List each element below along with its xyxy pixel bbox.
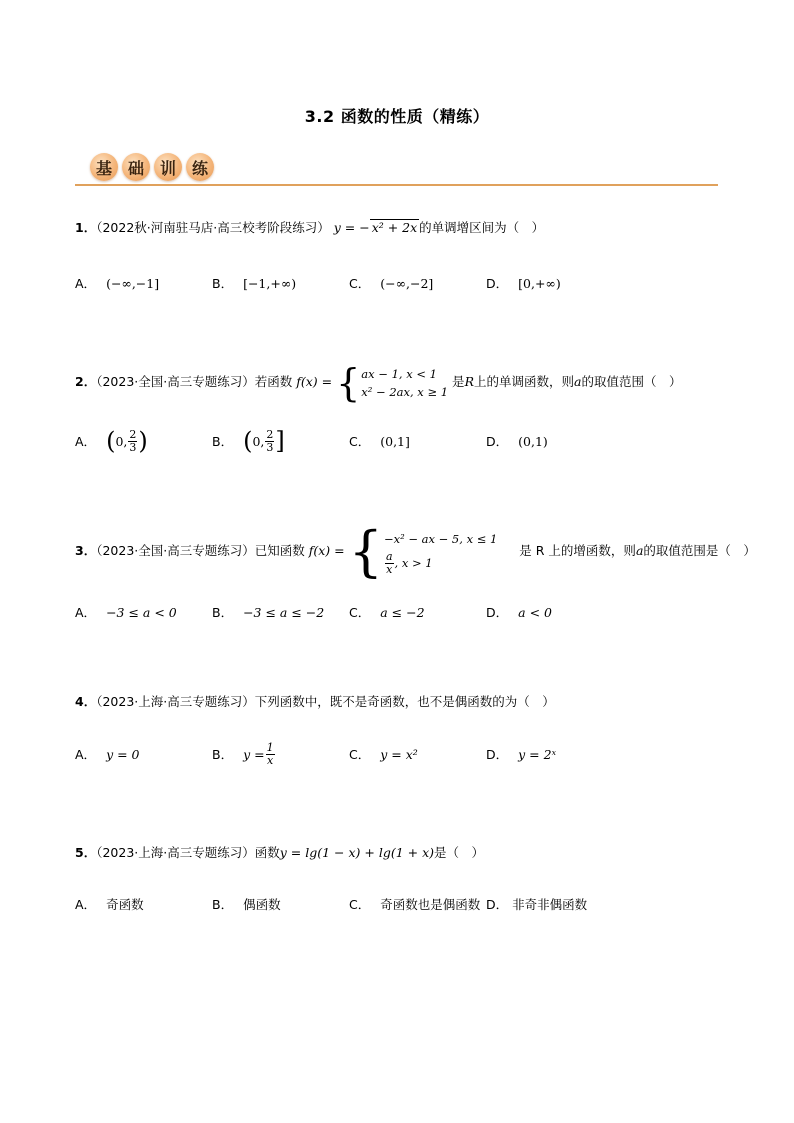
question-number: 4 — [75, 694, 84, 709]
formula-lhs: f(x) = — [296, 374, 333, 389]
page-title: 3.2 函数的性质（精练） — [304, 107, 490, 126]
case-2: , x > 1 — [394, 555, 433, 570]
option-b[interactable] — [212, 890, 281, 918]
set-symbol: R — [464, 374, 474, 389]
formula-lhs: y = − — [333, 220, 370, 235]
question-1-options — [75, 269, 725, 297]
question-source: （2023·全国·高三专题练习） — [96, 374, 255, 389]
option-label: D． — [486, 434, 509, 449]
question-2-stem: 2．（2023·全国·高三专题练习）若函数 f(x) = { ax − 1, x < 1 x² − 2ax, x ≥ 1 是R上的单调函数，则a的取值范围（ ） — [75, 360, 682, 405]
option-value: (−∞,−1] — [106, 275, 160, 291]
question-text: 是 — [452, 374, 465, 389]
section-badge: 础 — [122, 153, 150, 181]
option-a[interactable] — [75, 598, 177, 626]
section-divider — [75, 184, 718, 186]
numerator: a — [385, 550, 393, 564]
question-source: （2023·上海·高三专题练习） — [96, 845, 255, 860]
question-5-stem: 5．（2023·上海·高三专题练习）函数y = lg(1 − x) + lg(1 + x)是（ ） — [75, 845, 485, 860]
option-d[interactable] — [486, 425, 548, 457]
variable-symbol: a — [574, 374, 582, 389]
case-2: x² − 2ax, x ≥ 1 — [361, 384, 449, 399]
fraction — [265, 429, 274, 454]
denominator: x — [266, 753, 274, 767]
option-b[interactable] — [212, 738, 276, 770]
option-value: 奇函数也是偶函数 — [380, 897, 481, 912]
option-c[interactable] — [349, 890, 480, 918]
option-label: A． — [75, 434, 97, 449]
option-a[interactable] — [75, 738, 140, 770]
question-5-options — [75, 890, 725, 918]
option-c[interactable] — [349, 269, 433, 297]
option-label: A． — [75, 276, 97, 291]
question-1-stem: 1．（2022秋·河南驻马店·高三校考阶段练习） y = − x² + 2x 的单调增区间为（ ） — [75, 220, 545, 235]
question-4-stem: 4．（2023·上海·高三专题练习）下列函数中，既不是奇函数，也不是偶函数的为（ ） — [75, 694, 555, 709]
numerator: 2 — [129, 427, 137, 441]
option-label: D． — [486, 605, 509, 620]
option-label: D． — [486, 747, 509, 762]
denominator: 3 — [129, 440, 137, 454]
option-label: A． — [75, 747, 97, 762]
question-tail: 是（ ） — [434, 845, 485, 860]
question-text: 上的单调函数，则 — [473, 374, 574, 389]
option-value: (−∞,−2] — [380, 275, 434, 291]
option-value: −3 ≤ a ≤ −2 — [243, 604, 325, 620]
fraction — [128, 429, 137, 454]
question-number: 1 — [75, 220, 84, 235]
question-lead: 函数 — [254, 845, 280, 860]
option-label: C． — [349, 747, 371, 762]
bracket: ( — [106, 427, 116, 455]
question-source: （2022秋·河南驻马店·高三校考阶段练习） — [96, 220, 330, 235]
question-tail: 的取值范围是（ ） — [643, 543, 756, 558]
option-a[interactable] — [75, 269, 159, 297]
option-label: B． — [212, 605, 234, 620]
option-value: y = 2ˣ — [518, 746, 557, 762]
option-value: y = — [243, 746, 265, 762]
option-value: y = x² — [380, 746, 418, 762]
option-b[interactable] — [212, 425, 285, 457]
piecewise-function — [336, 360, 449, 405]
question-text: 下列函数中，既不是奇函数，也不是偶函数的为（ ） — [254, 694, 555, 709]
option-d[interactable] — [486, 738, 556, 770]
option-value: (0,1] — [380, 433, 410, 449]
question-tail: 的单调增区间为（ ） — [419, 220, 545, 235]
option-d[interactable] — [486, 269, 561, 297]
option-value: a < 0 — [518, 604, 552, 620]
option-b[interactable] — [212, 269, 296, 297]
section-badge: 基 — [90, 153, 118, 181]
question-number: 2 — [75, 374, 84, 389]
numerator: 2 — [266, 427, 274, 441]
option-value: 非奇非偶函数 — [512, 897, 588, 912]
option-value: a ≤ −2 — [380, 604, 425, 620]
option-value: y = 0 — [106, 746, 140, 762]
question-lead: 已知函数 — [254, 543, 305, 558]
fraction — [266, 742, 275, 767]
question-number: 3 — [75, 543, 84, 558]
piecewise-function — [348, 519, 498, 583]
question-number: 5 — [75, 845, 84, 860]
section-badge: 训 — [154, 153, 182, 181]
option-value: 偶函数 — [243, 897, 281, 912]
option-label: B． — [212, 434, 234, 449]
option-a[interactable] — [75, 890, 144, 918]
option-b[interactable] — [212, 598, 324, 626]
left-brace: { — [348, 519, 383, 583]
case-1: ax − 1, x < 1 — [361, 366, 437, 381]
numerator: 1 — [266, 740, 274, 754]
question-text: 是 R 上的增函数，则 — [519, 543, 636, 558]
bracket: ] — [275, 427, 285, 455]
option-label: B． — [212, 276, 234, 291]
bracket: ( — [243, 427, 253, 455]
question-source: （2023·全国·高三专题练习） — [96, 543, 255, 558]
case-1: −x² − ax − 5, x ≤ 1 — [383, 531, 498, 546]
option-value: −3 ≤ a < 0 — [106, 604, 177, 620]
denominator: x — [386, 563, 393, 577]
question-3-stem: 3．（2023·全国·高三专题练习）已知函数 f(x) = { −x² − ax − 5, x ≤ 1 $\frac{a}{x}$ , x > 1 是 R 上的增函数，则a的取值范围是（ ） — [75, 519, 756, 583]
section-badge: 练 — [186, 153, 214, 181]
formula: y = lg(1 − x) + lg(1 + x) — [279, 845, 435, 860]
question-4-options — [75, 738, 725, 770]
question-source: （2023·上海·高三专题练习） — [96, 694, 255, 709]
option-label: C． — [349, 276, 371, 291]
option-d[interactable] — [486, 890, 587, 918]
option-value: 0, — [115, 433, 128, 449]
option-c[interactable] — [349, 425, 410, 457]
option-label: A． — [75, 897, 97, 912]
option-value: 0, — [252, 433, 265, 449]
variable-symbol: a — [635, 543, 644, 558]
option-label: A． — [75, 605, 97, 620]
option-label: C． — [349, 605, 371, 620]
option-value: [−1,+∞) — [243, 275, 297, 291]
option-value: 奇函数 — [106, 897, 144, 912]
option-label: C． — [349, 434, 371, 449]
option-label: B． — [212, 747, 234, 762]
option-label: D． — [486, 276, 509, 291]
formula-sqrt: x² + 2x — [371, 220, 418, 235]
question-lead: 若函数 — [254, 374, 293, 389]
question-2-options — [75, 425, 725, 457]
option-c[interactable] — [349, 598, 425, 626]
question-3-options — [75, 598, 725, 626]
option-d[interactable] — [486, 598, 552, 626]
option-label: B． — [212, 897, 234, 912]
formula-lhs: f(x) = — [308, 543, 345, 558]
option-label: C． — [349, 897, 371, 912]
question-tail: 的取值范围（ ） — [581, 374, 682, 389]
denominator: 3 — [266, 440, 274, 454]
option-a[interactable] — [75, 425, 148, 457]
bracket: ) — [138, 427, 148, 455]
option-label: D． — [486, 897, 509, 912]
option-value: (0,1) — [518, 433, 548, 449]
option-c[interactable] — [349, 738, 418, 770]
left-brace: { — [336, 360, 361, 405]
section-header-basic-training — [75, 152, 718, 188]
option-value: [0,+∞) — [518, 275, 561, 291]
fraction — [385, 551, 394, 576]
